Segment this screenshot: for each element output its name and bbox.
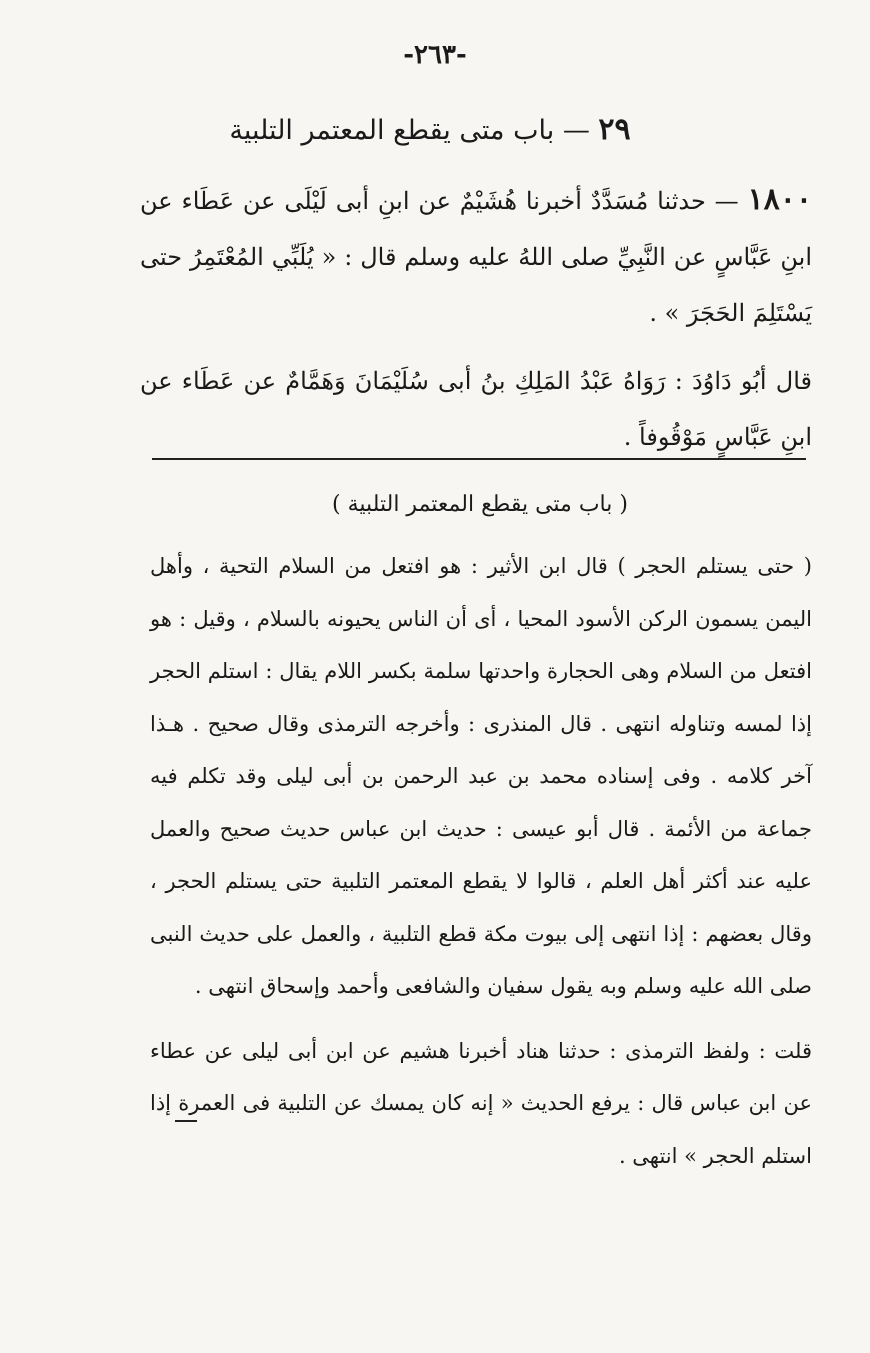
chapter-number: ٢٩ [598, 112, 631, 147]
section-divider [152, 458, 806, 460]
hadith-text [140, 172, 812, 465]
commentary-text [150, 540, 812, 1182]
chapter-title-text: — باب متى يقطع المعتمر التلبية [229, 115, 590, 146]
page-number: -٢٦٣- [403, 40, 467, 70]
commentary-paragraph-1: ( حتى يستلم الحجر ) قال ابن الأثير : هو افتعل من السلام التحية ، وأهل اليمن يسمون الركن الأسود المحيا ، أى أن الناس يحيونه بالسلام ، وقيل : هو افتعل من السلام وهى الحجارة واحدتها سلمة بكسر اللام يقال : استلم الحجر إذا لمسه وتناوله انتهى . قال المنذرى : وأخرجه الترمذى وقال صحيح . هـذا آخر كلامه . وفى إسناده محمد بن عبد الرحمن بن أبى ليلى وقد تكلم فيه جماعة من الأئمة . قال أبو عيسى : حديث ابن عباس حديث صحيح والعمل عليه عند أكثر أهل العلم ، قالوا لا يقطع المعتمر التلبية حتى يستلم الحجر ، وقال بعضهم : إذا انتهى إلى بيوت مكة قطع التلبية ، والعمل على حديث النبى صلى الله عليه وسلم وبه يقول سفيان والشافعى وأحمد وإسحاق انتهى . [150, 554, 812, 998]
hadith-number: ١٨٠٠ [747, 182, 812, 217]
chapter-title [150, 112, 710, 147]
hadith-paragraph-2: قال أبُو دَاوُدَ : رَوَاهُ عَبْدُ المَلِكِ بنُ أبى سُلَيْمَانَ وَهَمَّامٌ عن عَطَاء عن ابنِ عَبَّاسٍ مَوْقُوفاً . [140, 367, 812, 451]
commentary-title: ( باب متى يقطع المعتمر التلبية ) [332, 492, 628, 517]
hadith-paragraph-1 [140, 172, 812, 341]
commentary-paragraph-2: قلت : ولفظ الترمذى : حدثنا هناد أخبرنا هشيم عن ابن أبى ليلى عن عطاء عن ابن عباس قال : يرفع الحديث « إنه كان يمسك عن التلبية فى العمرة إذا استلم الحجر » انتهى . [150, 1038, 812, 1168]
hadith-paragraph-1-text: — حدثنا مُسَدَّدٌ أخبرنا هُشَيْمٌ عن ابنِ أبى لَيْلَى عن عَطَاء عن ابنِ عَبَّاسٍ عن النَّبِيِّ صلى اللهُ عليه وسلم قال : « يُلَبِّي المُعْتَمِرُ حتى يَسْتَلِمَ الحَجَرَ » . [140, 187, 813, 327]
end-dash [175, 1120, 197, 1122]
